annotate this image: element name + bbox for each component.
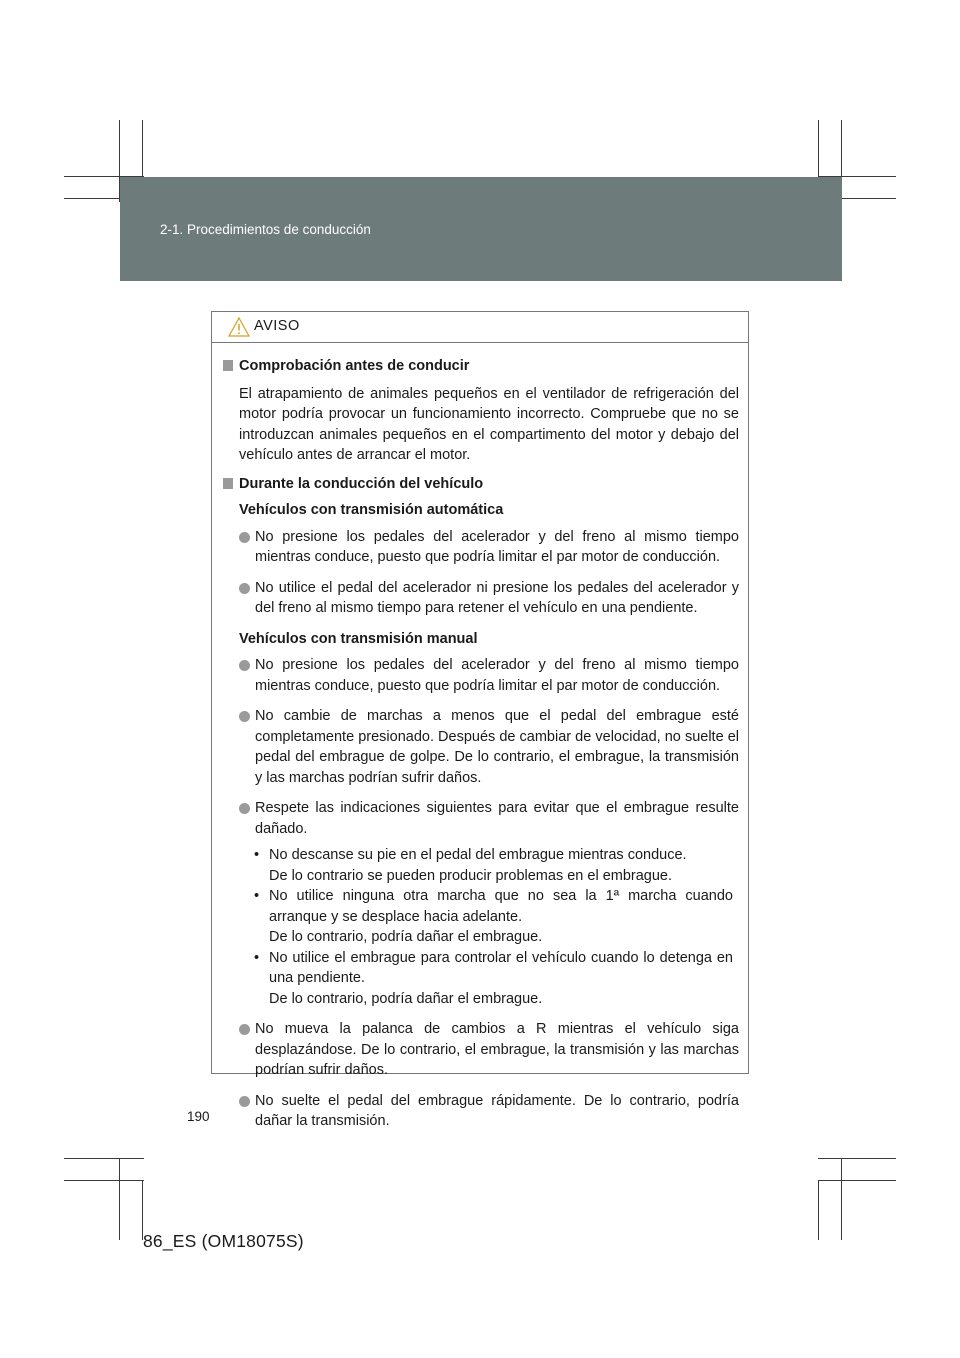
bullet-dot-icon (239, 711, 250, 722)
warning-body (212, 343, 748, 1132)
bullet-dot-icon (239, 583, 250, 594)
page-number: 190 (187, 1109, 210, 1124)
list-item (239, 655, 739, 696)
footer-code: 86_ES (OM18075S) (143, 1231, 304, 1251)
bullet-dot-icon (239, 532, 250, 543)
sub-list-item-note: De lo contrario, podría dañar el embrague. (269, 990, 543, 1007)
subheading: Vehículos con transmisión automática (239, 502, 504, 518)
list-item-text: No presione los pedales del acelerador y del freno al mismo tiempo mientras conduce, puesto que podría limitar el par motor de conducción. (255, 528, 739, 565)
list-item-text: No utilice el pedal del acelerador ni presione los pedales del acelerador y del freno al mismo tiempo para retener el vehículo en una pendiente. (255, 579, 739, 616)
warning-label: AVISO (254, 318, 300, 334)
list-item-text: No mueva la palanca de cambios a R mientras el vehículo siga desplazándose. De lo contrario, el embrague, la transmisión y las marchas podrían sufrir daños. (255, 1021, 739, 1078)
square-bullet-icon (223, 478, 233, 489)
sub-bullet-icon: • (254, 847, 260, 863)
square-bullet-icon (223, 360, 233, 371)
list-item-text: Respete las indicaciones siguientes para evitar que el embrague resulte dañado. (255, 800, 739, 837)
list-item (239, 706, 739, 788)
sub-list-item-text: No utilice el embrague para controlar el vehículo cuando lo detenga en una pendiente. (269, 949, 733, 986)
warning-header (212, 312, 748, 343)
section-title: 2-1. Procedimientos de conducción (160, 222, 371, 237)
crop-mark (64, 1180, 144, 1181)
list-item (239, 1019, 739, 1081)
sub-list-item (239, 948, 739, 1010)
bullet-dot-icon (239, 1096, 250, 1107)
bullet-dot-icon (239, 660, 250, 671)
section-heading-text: Comprobación antes de conducir (239, 358, 470, 374)
crop-mark (119, 1158, 120, 1240)
crop-mark (841, 1158, 842, 1240)
subheading: Vehículos con transmisión manual (239, 630, 478, 647)
sub-list (239, 845, 739, 1009)
crop-mark (818, 1180, 819, 1240)
warning-triangle-icon (228, 317, 250, 337)
warning-box (211, 311, 749, 1129)
list-item (239, 527, 739, 568)
paragraph: El atrapamiento de animales pequeños en el ventilador de refrigeración del motor podría provocar un funcionamiento incorrecto. Compruebe que no se introduzcan animales pequeños en el compartimento del motor y debajo del vehículo antes de arrancar el motor. (239, 385, 739, 463)
sub-list-item-text: No descanse su pie en el pedal del embrague mientras conduce. (269, 847, 687, 863)
bullet-dot-icon (239, 803, 250, 814)
section-heading (221, 474, 739, 495)
sub-list-item (239, 886, 739, 948)
sub-bullet-icon: • (254, 888, 260, 904)
crop-mark (818, 1180, 896, 1181)
crop-mark (64, 1158, 144, 1159)
sub-list-item-note: De lo contrario, podría dañar el embrague. (269, 929, 543, 945)
list-item-text: No suelte el pedal del embrague rápidamente. De lo contrario, podría dañar la transmisión. (255, 1092, 739, 1129)
section-heading (221, 356, 739, 377)
list-item (239, 578, 739, 619)
list-item (239, 798, 739, 839)
sub-list-item-text: No utilice ninguna otra marcha que no sea la 1ª marcha cuando arranque y se desplace hacia adelante. (269, 888, 733, 925)
sub-list-item-note: De lo contrario se pueden producir problemas en el embrague. (269, 867, 673, 884)
list-item-text: No cambie de marchas a menos que el pedal del embrague esté completamente presionado. Después de cambiar de velocidad, no suelte el pedal del embrague de golpe. De lo contrario, el embrague, la transmisión y las marchas podrían sufrir daños. (255, 708, 739, 786)
sub-list-item (239, 845, 739, 886)
list-item-text: No presione los pedales del acelerador y del freno al mismo tiempo mientras conduce, puesto que podría limitar el par motor de conducción. (255, 657, 739, 694)
bullet-dot-icon (239, 1024, 250, 1035)
section-heading-text: Durante la conducción del vehículo (239, 475, 484, 492)
list-item (239, 1091, 739, 1132)
crop-mark (818, 1158, 896, 1159)
sub-bullet-icon: • (254, 949, 260, 966)
